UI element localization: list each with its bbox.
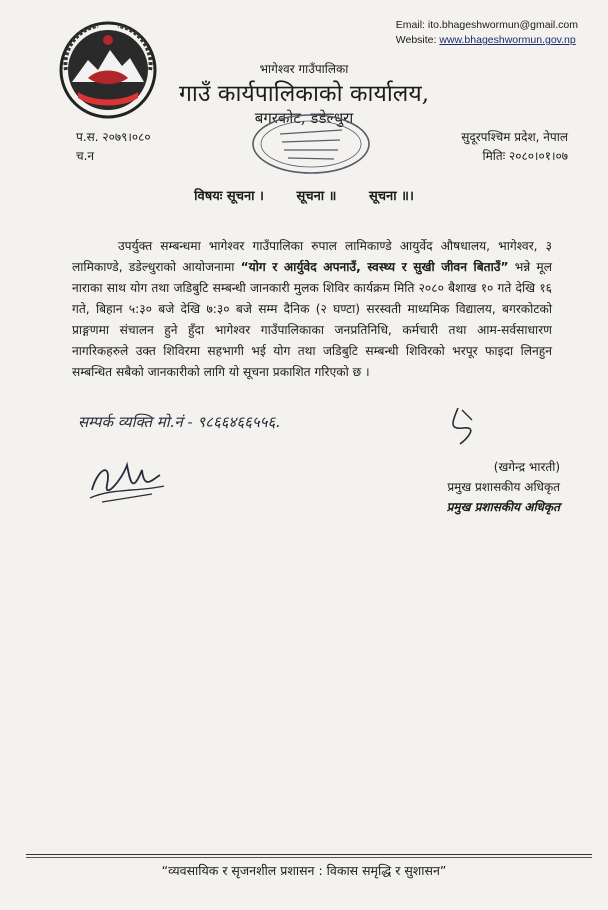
handwritten-contact-note: सम्पर्क व्यक्ति मो.नं - ९८६६४६६५५६. (78, 413, 281, 431)
subject-third: सूचना ॥। (369, 189, 414, 204)
left-signature-icon (82, 450, 172, 510)
subject-second: सूचना ॥ (296, 189, 337, 204)
subject-label: विषयः सूचना । (194, 189, 264, 204)
body-part-2: भन्ने मूल नाराका साथ योग तथा जडिबुटि सम्बन्धी जानकारी मुलक शिविर कार्यक्रम मिति २०८० बैशाख १० गते देखि १६ गते, बिहान ५:३० बजे देखि ७:३० बजे सम्म दैनिक (२ घण्टा) सरस्वती माध्यमिक विद्यालय, बगरकोटको प्राङ्गणमा संचालन हुने हुँदा भागेश्वर गाउँपालिकाका जनप्रतिनिधि, कर्मचारी तथा आम-सर्वसाधारण नागरिकहरुले उक्त शिविरमा सहभागी भई योग तथा जडिबुटि सम्बन्धी शिविरको भरपूर फाइदा लिनहुन सम्बन्धित सबैको जानकारीको लागि यो सूचना प्रकाशित गरिएको छ । (72, 260, 552, 379)
reference-block (76, 128, 151, 166)
date: मितिः २०८०।०१।०७ (482, 149, 568, 163)
signer-block (447, 457, 560, 517)
footer-rule-thin (26, 857, 592, 858)
org-small-name: भागेश्वर गाउँपालिका (259, 62, 349, 76)
email-line: Email: ito.bhageshwormun@gmail.com (395, 19, 578, 31)
body-part-1: उपर्युक्त सम्बन्धमा भागेश्वर गाउँपालिका रुपाल लामिकाण्डे आयुर्वेद औषधालय, भागेश्वर, ३ लामिकाण्डे, डडेल्धुराको आयोजनामा (72, 239, 552, 274)
footer-motto: “व्यवसायिक र सृजनशील प्रशासन : विकास समृद्धि र सुशासन” (161, 863, 447, 878)
contact-info (396, 18, 578, 48)
notice-body (72, 236, 552, 383)
signer-title: प्रमुख प्रशासकीय अधिकृत (447, 480, 560, 494)
province: सुदूरपश्चिम प्रदेश, नेपाल (461, 130, 568, 144)
right-signature-icon (438, 400, 498, 450)
website-label: Website: (395, 34, 440, 46)
signer-name: (खगेन्द्र भारती) (493, 460, 560, 474)
dispatch-number: च.न (76, 149, 95, 163)
office-stamp-icon (250, 112, 372, 176)
subject-line (0, 186, 608, 204)
signer-stamp-title: प्रमुख प्रशासकीय अधिकृत (446, 500, 560, 514)
letter-number: प.स. २०७९।०८० (76, 130, 151, 144)
org-address: बगरकोट, डडेल्धुरा (254, 109, 354, 127)
website-line (396, 33, 578, 48)
footer-rule (26, 854, 592, 855)
body-slogan: “योग र आर्युवेद अपनाउँ, स्वस्थ्य र सुखी जीवन बिताउँ” (240, 260, 509, 274)
province-date-block (461, 128, 568, 166)
org-title: गाउँ कार्यपालिकाको कार्यालय, (178, 81, 430, 107)
website-link[interactable]: www.bhageshwormun.gov.np (439, 34, 576, 46)
